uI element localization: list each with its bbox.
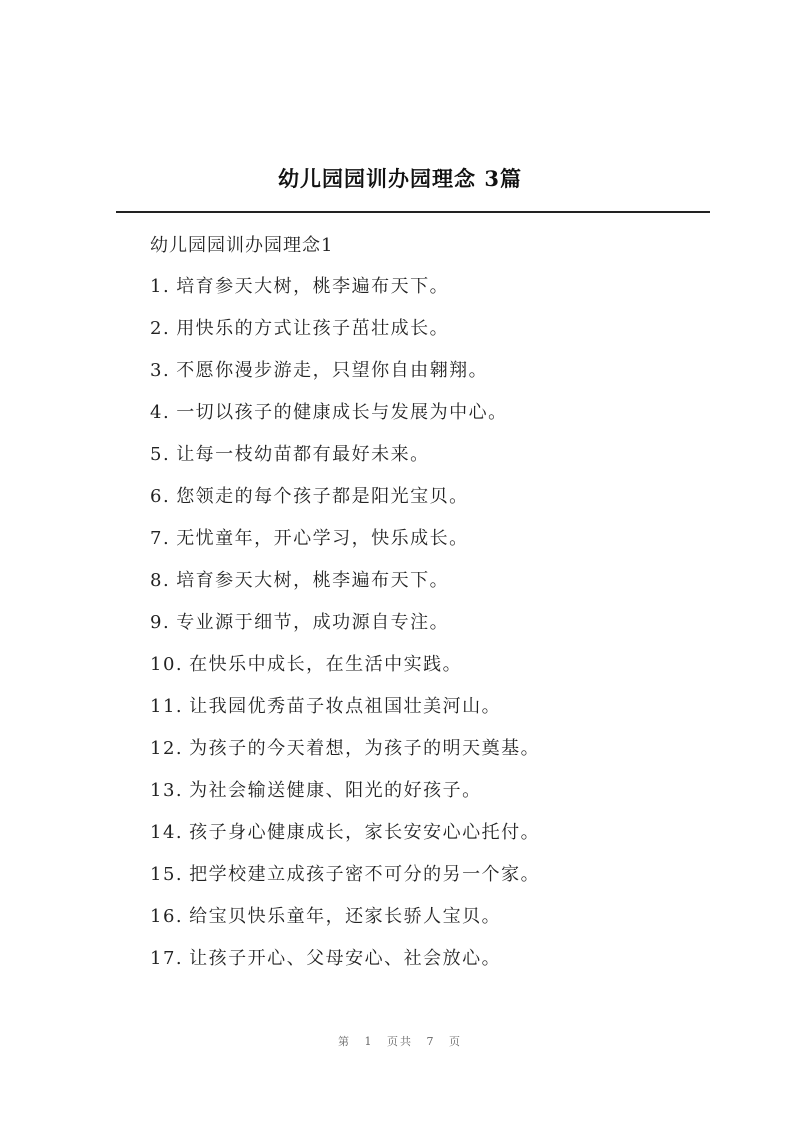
list-item [150, 483, 540, 525]
item-text: 为孩子的今天着想，为孩子的明天奠基。 [189, 738, 541, 759]
item-text: 培育参天大树，桃李遍布天下。 [176, 570, 450, 591]
item-number: 9. [150, 612, 171, 633]
item-text: 专业源于细节，成功源自专注。 [176, 612, 450, 633]
list-item [150, 861, 540, 903]
item-number: 6. [150, 486, 171, 507]
item-number: 14. [150, 822, 184, 843]
slogan-list [150, 273, 540, 987]
item-text: 为社会输送健康、阳光的好孩子。 [189, 780, 482, 801]
item-number: 17. [150, 948, 184, 969]
item-text: 给宝贝快乐童年，还家长骄人宝贝。 [189, 906, 502, 927]
item-text: 培育参天大树，桃李遍布天下。 [176, 276, 450, 297]
item-text: 用快乐的方式让孩子茁壮成长。 [176, 318, 450, 339]
item-text: 不愿你漫步游走，只望你自由翱翔。 [176, 360, 489, 381]
item-text: 让每一枝幼苗都有最好未来。 [176, 444, 430, 465]
list-item [150, 399, 540, 441]
item-number: 15. [150, 864, 184, 885]
list-item [150, 609, 540, 651]
item-number: 5. [150, 444, 171, 465]
item-number: 3. [150, 360, 171, 381]
list-item [150, 315, 540, 357]
item-text: 无忧童年，开心学习，快乐成长。 [176, 528, 469, 549]
item-number: 16. [150, 906, 184, 927]
title-divider [116, 211, 710, 213]
section-heading: 幼儿园园训办园理念1 [150, 235, 334, 256]
list-item [150, 693, 540, 735]
list-item [150, 735, 540, 777]
item-text: 孩子身心健康成长，家长安安心心托付。 [189, 822, 541, 843]
item-number: 2. [150, 318, 171, 339]
page-title: 幼儿园园训办园理念 3篇 [278, 166, 522, 191]
item-number: 1. [150, 276, 171, 297]
list-item [150, 777, 540, 819]
item-number: 4. [150, 402, 171, 423]
item-text: 一切以孩子的健康成长与发展为中心。 [176, 402, 508, 423]
list-item [150, 525, 540, 567]
item-text: 让孩子开心、父母安心、社会放心。 [189, 948, 502, 969]
list-item [150, 945, 540, 987]
page-footer: 第 1 页共 7 页 [338, 1035, 462, 1048]
item-number: 12. [150, 738, 184, 759]
item-number: 8. [150, 570, 171, 591]
list-item [150, 357, 540, 399]
item-number: 10. [150, 654, 184, 675]
list-item [150, 819, 540, 861]
item-text: 在快乐中成长，在生活中实践。 [189, 654, 463, 675]
list-item [150, 273, 540, 315]
list-item [150, 651, 540, 693]
item-text: 让我园优秀苗子妆点祖国壮美河山。 [189, 696, 502, 717]
list-item [150, 567, 540, 609]
item-number: 7. [150, 528, 171, 549]
item-text: 把学校建立成孩子密不可分的另一个家。 [189, 864, 541, 885]
list-item [150, 903, 540, 945]
item-number: 13. [150, 780, 184, 801]
item-number: 11. [150, 696, 184, 717]
list-item [150, 441, 540, 483]
item-text: 您领走的每个孩子都是阳光宝贝。 [176, 486, 469, 507]
